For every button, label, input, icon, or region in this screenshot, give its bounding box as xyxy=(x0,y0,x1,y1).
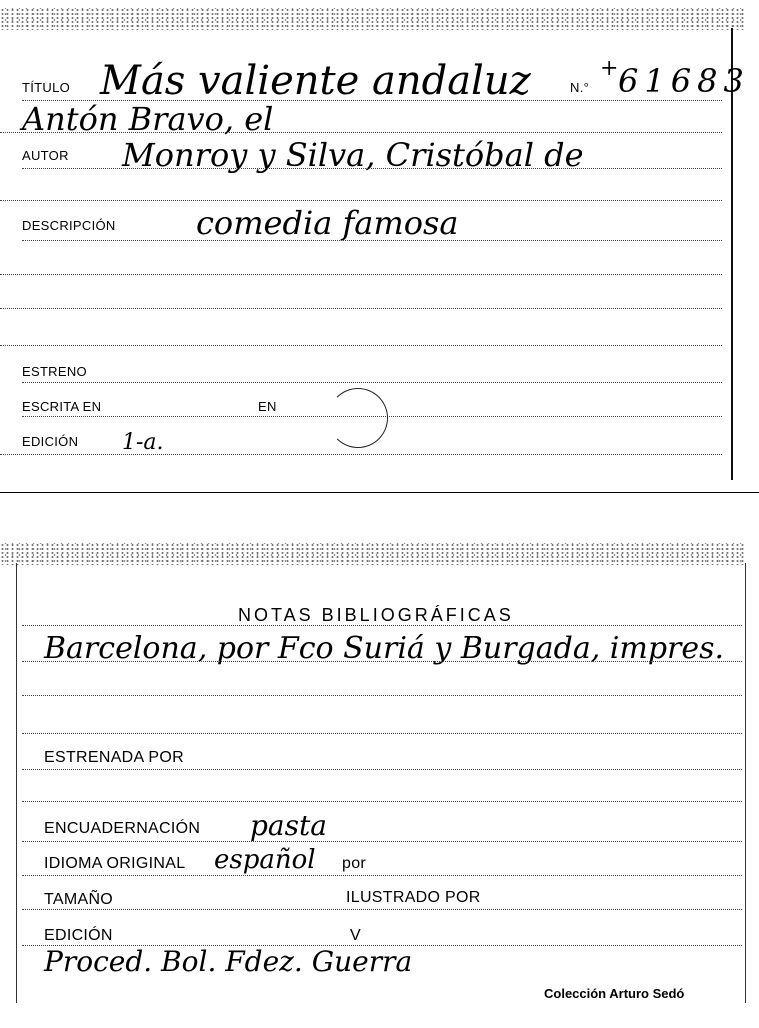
procedencia-value: Proced. Bol. Fdez. Guerra xyxy=(44,945,413,978)
card-left-edge xyxy=(16,563,17,1003)
titulo-line-2 xyxy=(0,132,722,133)
tamano-label: TAMAÑO xyxy=(44,891,114,908)
notes-line-3 xyxy=(22,733,742,734)
notes-line-1 xyxy=(22,661,742,662)
idioma-original-label: IDIOMA ORIGINAL xyxy=(44,855,186,872)
por-label: por xyxy=(342,855,367,872)
card-separator xyxy=(0,492,759,493)
estrenada-por-label: ESTRENADA POR xyxy=(44,749,184,766)
stamp-circle xyxy=(328,388,388,448)
numero-label: N.° xyxy=(570,80,590,95)
escrita-en-label: ESCRITA EN xyxy=(22,399,102,414)
estreno-line xyxy=(22,382,722,383)
card-right-edge-2 xyxy=(745,563,746,1003)
edicion-label-2: EDICIÓN xyxy=(44,927,113,944)
numero-value: 61683 xyxy=(618,62,750,100)
notas-heading: NOTAS BIBLIOGRÁFICAS xyxy=(238,605,514,625)
en-label: EN xyxy=(258,399,277,414)
autor-label: AUTOR xyxy=(22,148,69,163)
edicion-label: EDICIÓN xyxy=(22,434,79,449)
blank-line-3 xyxy=(0,308,722,309)
blank-line-2 xyxy=(0,274,722,275)
scan-noise-top xyxy=(0,8,745,30)
titulo-value-line2: Antón Bravo, el xyxy=(22,100,274,138)
encuadernacion-value: pasta xyxy=(250,809,327,842)
descripcion-label: DESCRIPCIÓN xyxy=(22,218,116,233)
descripcion-line xyxy=(22,240,722,241)
notes-line-2 xyxy=(22,695,742,696)
encuadernacion-label: ENCUADERNACIÓN xyxy=(44,820,201,837)
heading-line xyxy=(22,625,742,626)
edicion-line xyxy=(0,454,722,455)
titulo-value: Más valiente andaluz xyxy=(100,58,531,104)
autor-line xyxy=(22,168,722,169)
descripcion-value: comedia famosa xyxy=(196,204,459,242)
notas-value: Barcelona, por Fco Suriá y Burgada, impres. xyxy=(44,631,725,666)
tamano-line xyxy=(22,909,742,910)
idioma-original-value: español xyxy=(214,845,316,875)
blank-line-1 xyxy=(0,200,722,201)
estreno-label: ESTRENO xyxy=(22,364,87,379)
idioma-line xyxy=(22,875,742,876)
catalog-card-front xyxy=(0,0,759,492)
edicion-value: 1-a. xyxy=(122,430,164,455)
blank-line-4 xyxy=(0,345,722,346)
coleccion-footer: Colección Arturo Sedó xyxy=(544,986,685,1001)
scan-noise-top-2 xyxy=(0,543,745,565)
autor-value: Monroy y Silva, Cristóbal de xyxy=(122,136,584,174)
numero-mark: + xyxy=(600,56,619,81)
catalog-card-back xyxy=(0,543,759,1028)
estrenada-line xyxy=(22,769,742,770)
titulo-label: TÍTULO xyxy=(22,80,71,95)
ilustrado-por-label: ILUSTRADO POR xyxy=(346,889,481,906)
v-label: V xyxy=(350,927,361,944)
notes-line-4 xyxy=(22,801,742,802)
encuadernacion-line xyxy=(22,841,742,842)
